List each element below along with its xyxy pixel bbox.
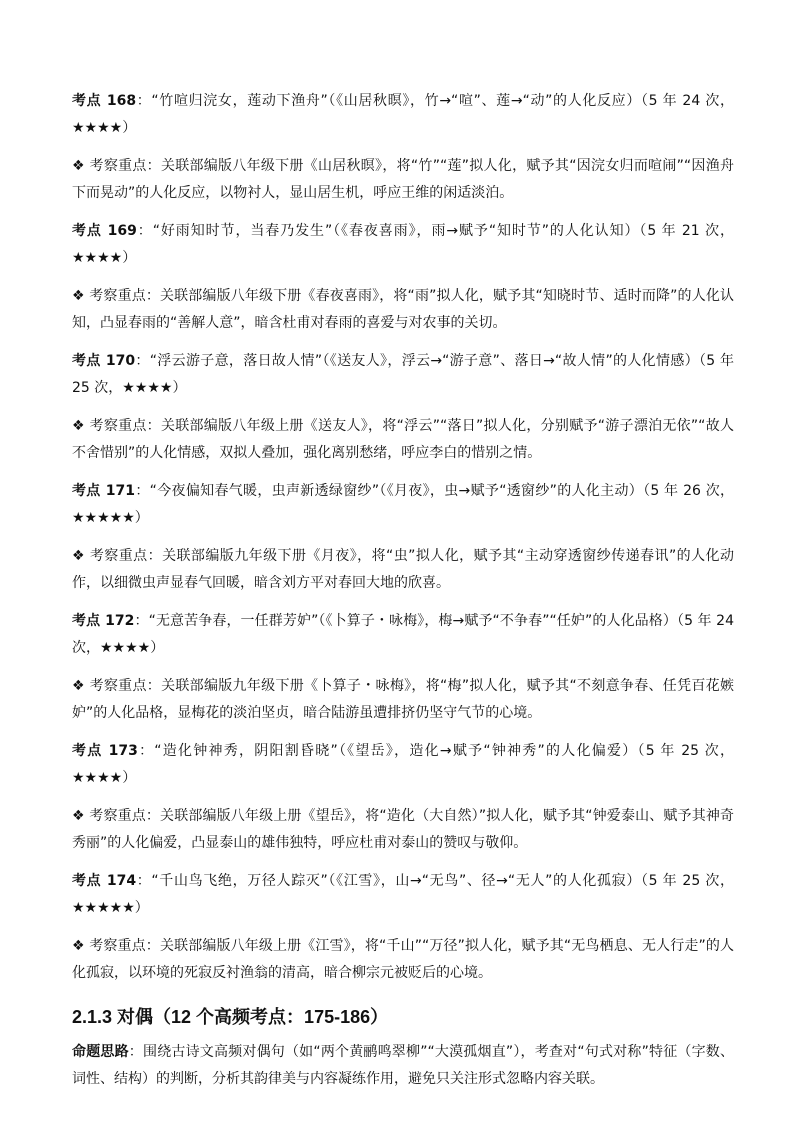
focus-label: ❖ 考察重点：	[72, 158, 161, 174]
focus-label: ❖ 考察重点：	[72, 678, 162, 694]
document-page	[72, 88, 734, 1104]
exam-point-172	[72, 608, 734, 662]
exam-point-label: 考点 171	[72, 483, 136, 499]
exam-focus-169	[72, 283, 734, 337]
exam-focus-168	[72, 153, 734, 207]
exam-point-text: ：“好雨知时节，当春乃发生”（《春夜喜雨》，雨→赋予“知时节”的人化认知）（5 年 21 次，★★★★）	[72, 223, 735, 266]
focus-label: ❖ 考察重点：	[72, 808, 161, 824]
section-intro	[72, 1039, 734, 1093]
exam-point-text: ：“无意苦争春，一任群芳妒”（《卜算子・咏梅》，梅→赋予“不争春”“任妒”的人化品格）（5 年 24 次，★★★★）	[72, 613, 734, 656]
exam-focus-171	[72, 543, 734, 597]
exam-point-text: ：“今夜偏知春气暖，虫声新透绿窗纱”（《月夜》，虫→赋予“透窗纱”的人化主动）（5 年 26 次，★★★★★）	[72, 483, 734, 526]
exam-focus-174	[72, 933, 734, 987]
exam-point-text: ：“竹喧归浣女，莲动下渔舟”（《山居秋暝》，竹→“喧”、莲→“动”的人化反应）（5 年 24 次，★★★★）	[72, 93, 734, 136]
exam-point-label: 考点 169	[72, 223, 137, 239]
focus-label: ❖ 考察重点：	[72, 548, 163, 564]
exam-point-174	[72, 868, 734, 922]
exam-focus-170	[72, 413, 734, 467]
focus-text: 关联部编版八年级上册《送友人》，将“浮云”“落日”拟人化，分别赋予“游子漂泊无依”“故人不舍惜别”的人化情感，双拟人叠加，强化离别愁绪，呼应李白的惜别之情。	[72, 418, 734, 461]
intro-text: ：围绕古诗文高频对偶句（如“两个黄鹂鸣翠柳”“大漠孤烟直”），考查对“句式对称”特征（字数、词性、结构）的判断，分析其韵律美与内容凝练作用，避免只关注形式忽略内容关联。	[72, 1044, 735, 1087]
exam-point-label: 考点 173	[72, 743, 138, 759]
focus-label: ❖ 考察重点：	[72, 418, 161, 434]
exam-point-label: 考点 172	[72, 613, 135, 629]
section-heading: 2.1.3 对偶（12 个高频考点：175-186）	[72, 1007, 389, 1027]
exam-point-label: 考点 174	[72, 873, 137, 889]
focus-text: 关联部编版八年级下册《春夜喜雨》，将“雨”拟人化，赋予其“知晓时节、适时而降”的人化认知，凸显春雨的“善解人意”，暗含杜甫对春雨的喜爱与对农事的关切。	[72, 288, 734, 331]
exam-focus-172	[72, 673, 734, 727]
focus-label: ❖ 考察重点：	[72, 938, 160, 954]
focus-text: 关联部编版九年级下册《卜算子・咏梅》，将“梅”拟人化，赋予其“不刻意争春、任凭百花嫉妒”的人化品格，显梅花的淡泊坚贞，暗合陆游虽遭排挤仍坚守气节的心境。	[72, 678, 734, 721]
exam-point-text: ：“千山鸟飞绝，万径人踪灭”（《江雪》，山→“无鸟”、径→“无人”的人化孤寂）（5 年 25 次，★★★★★）	[72, 873, 734, 916]
focus-text: 关联部编版八年级下册《山居秋暝》，将“竹”“莲”拟人化，赋予其“因浣女归而喧闹”“因渔舟下而晃动”的人化反应，以物衬人，显山居生机，呼应王维的闲适淡泊。	[72, 158, 734, 201]
focus-text: 关联部编版九年级下册《月夜》，将“虫”拟人化，赋予其“主动穿透窗纱传递春讯”的人化动作，以细微虫声显春气回暖，暗含刘方平对春回大地的欣喜。	[72, 548, 734, 591]
exam-point-169	[72, 218, 734, 272]
exam-point-text: ：“浮云游子意，落日故人情”（《送友人》，浮云→“游子意”、落日→“故人情”的人化情感）（5 年 25 次，★★★★）	[72, 353, 734, 396]
exam-point-label: 考点 168	[72, 93, 137, 109]
exam-point-173	[72, 738, 734, 792]
exam-point-text: ：“造化钟神秀，阴阳割昏晓”（《望岳》，造化→赋予“钟神秀”的人化偏爱）（5 年 25 次，★★★★）	[72, 743, 734, 786]
exam-point-170	[72, 348, 734, 402]
intro-label: 命题思路	[72, 1044, 129, 1060]
exam-point-label: 考点 170	[72, 353, 136, 369]
focus-text: 关联部编版八年级上册《江雪》，将“千山”“万径”拟人化，赋予其“无鸟栖息、无人行走”的人化孤寂，以环境的死寂反衬渔翁的清高，暗合柳宗元被贬后的心境。	[72, 938, 734, 981]
focus-text: 关联部编版八年级上册《望岳》，将“造化（大自然）”拟人化，赋予其“钟爱泰山、赋予其神奇秀丽”的人化偏爱，凸显泰山的雄伟独特，呼应杜甫对泰山的赞叹与敬仰。	[72, 808, 734, 851]
exam-focus-173	[72, 803, 734, 857]
focus-label: ❖ 考察重点：	[72, 288, 160, 304]
exam-point-171	[72, 478, 734, 532]
exam-point-168	[72, 88, 734, 142]
